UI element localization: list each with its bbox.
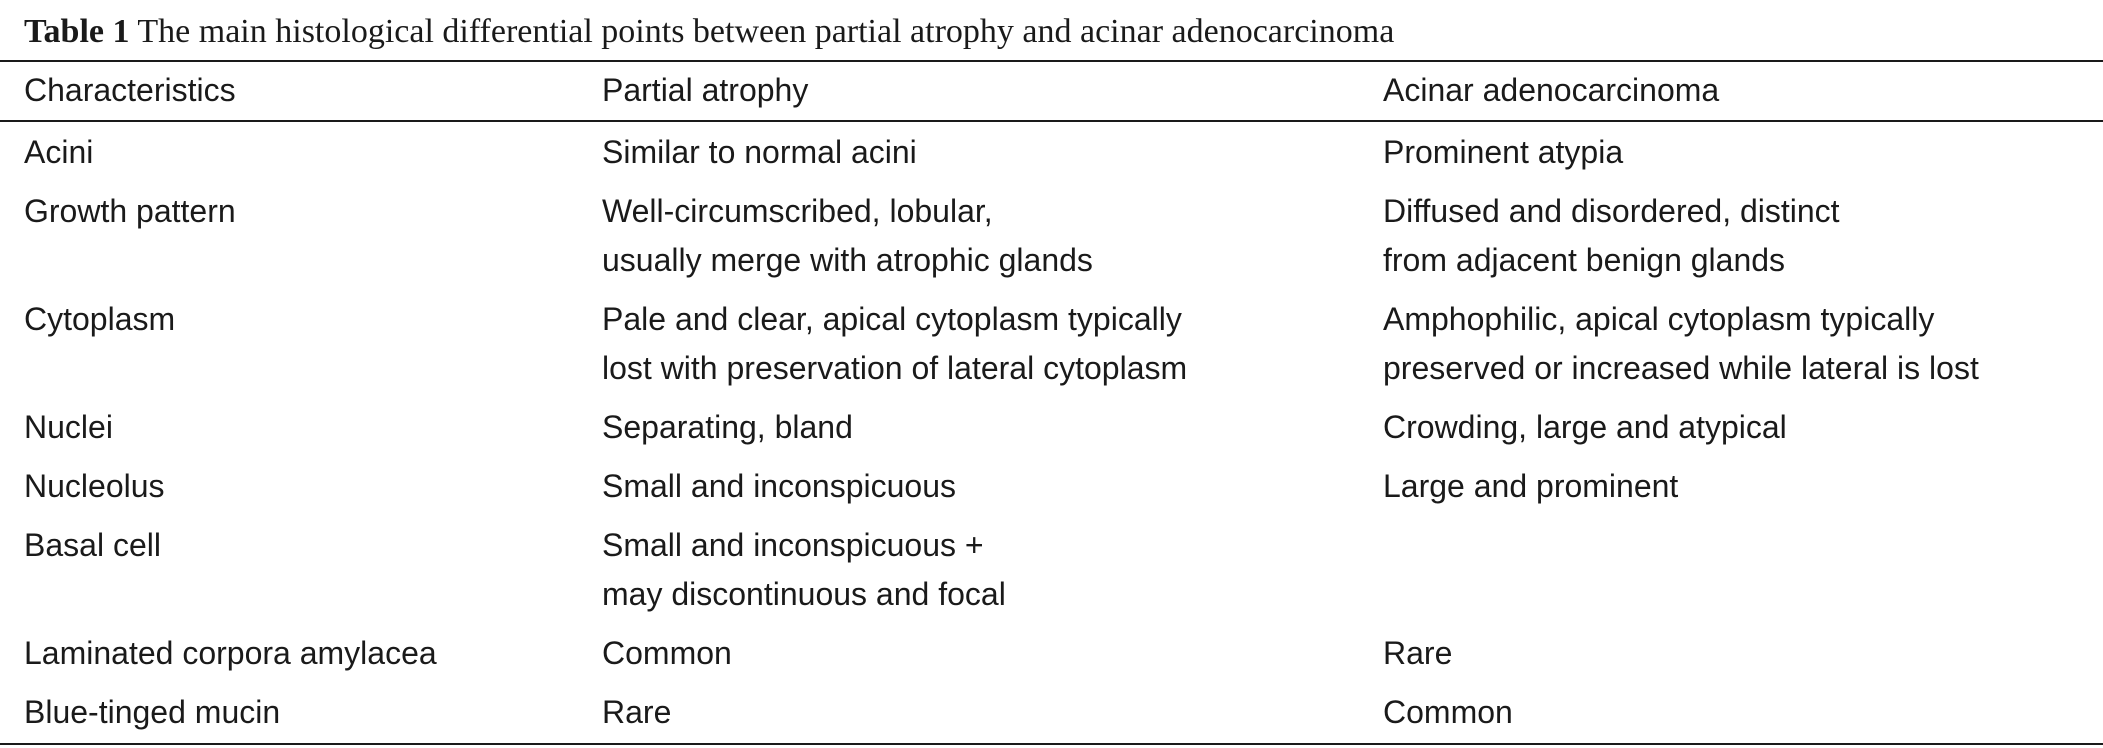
cell-characteristic: Blue-tinged mucin <box>24 694 281 730</box>
cell-acinar-adenocarcinoma: Rare <box>1383 635 1453 671</box>
cell-partial-atrophy: Rare <box>602 694 672 730</box>
table-row <box>0 629 2103 678</box>
cell-acinar-adenocarcinoma: Large and prominent <box>1383 468 1679 504</box>
cell-partial-atrophy: lost with preservation of lateral cytoplasm <box>602 350 1188 386</box>
table-row <box>0 462 2103 511</box>
cell-acinar-adenocarcinoma: Prominent atypia <box>1383 134 1624 170</box>
cell-partial-atrophy: Common <box>602 635 732 671</box>
cell-partial-atrophy: Similar to normal acini <box>602 134 917 170</box>
header-acinar-adenocarcinoma: Acinar adenocarcinoma <box>1383 72 1720 108</box>
cell-characteristic: Nuclei <box>24 409 113 445</box>
cell-characteristic: Cytoplasm <box>24 301 176 337</box>
table-bottom-rule <box>0 743 2103 745</box>
cell-characteristic: Laminated corpora amylacea <box>24 635 437 671</box>
header-partial-atrophy: Partial atrophy <box>602 72 809 108</box>
table-row <box>0 403 2103 452</box>
cell-acinar-adenocarcinoma: preserved or increased while lateral is lost <box>1383 350 1979 386</box>
cell-characteristic: Basal cell <box>24 527 161 563</box>
cell-characteristic: Growth pattern <box>24 193 236 229</box>
cell-partial-atrophy: Well-circumscribed, lobular, <box>602 193 993 229</box>
table-label: Table 1 <box>24 13 130 50</box>
table-row <box>0 688 2103 737</box>
cell-partial-atrophy: Separating, bland <box>602 409 853 445</box>
cell-partial-atrophy: usually merge with atrophic glands <box>602 242 1093 278</box>
cell-partial-atrophy: Small and inconspicuous + <box>602 527 984 563</box>
table-row <box>0 128 2103 177</box>
cell-acinar-adenocarcinoma: Amphophilic, apical cytoplasm typically <box>1383 301 1935 337</box>
table-header-rule <box>0 120 2103 122</box>
header-characteristics: Characteristics <box>24 72 236 108</box>
table-row <box>0 187 2103 285</box>
table-row <box>0 521 2103 619</box>
cell-acinar-adenocarcinoma: Common <box>1383 694 1513 730</box>
cell-characteristic: Nucleolus <box>24 468 165 504</box>
cell-partial-atrophy: Small and inconspicuous <box>602 468 956 504</box>
table-caption <box>24 8 1394 56</box>
table-header <box>0 62 2103 120</box>
cell-partial-atrophy: Pale and clear, apical cytoplasm typically <box>602 301 1182 337</box>
table-title: The main histological differential points between partial atrophy and acinar adenocarcinoma <box>137 13 1395 50</box>
table-row <box>0 295 2103 393</box>
cell-characteristic: Acini <box>24 134 94 170</box>
cell-acinar-adenocarcinoma: from adjacent benign glands <box>1383 242 1786 278</box>
cell-acinar-adenocarcinoma: Diffused and disordered, distinct <box>1383 193 1840 229</box>
cell-partial-atrophy: may discontinuous and focal <box>602 576 1006 612</box>
cell-acinar-adenocarcinoma: Crowding, large and atypical <box>1383 409 1787 445</box>
